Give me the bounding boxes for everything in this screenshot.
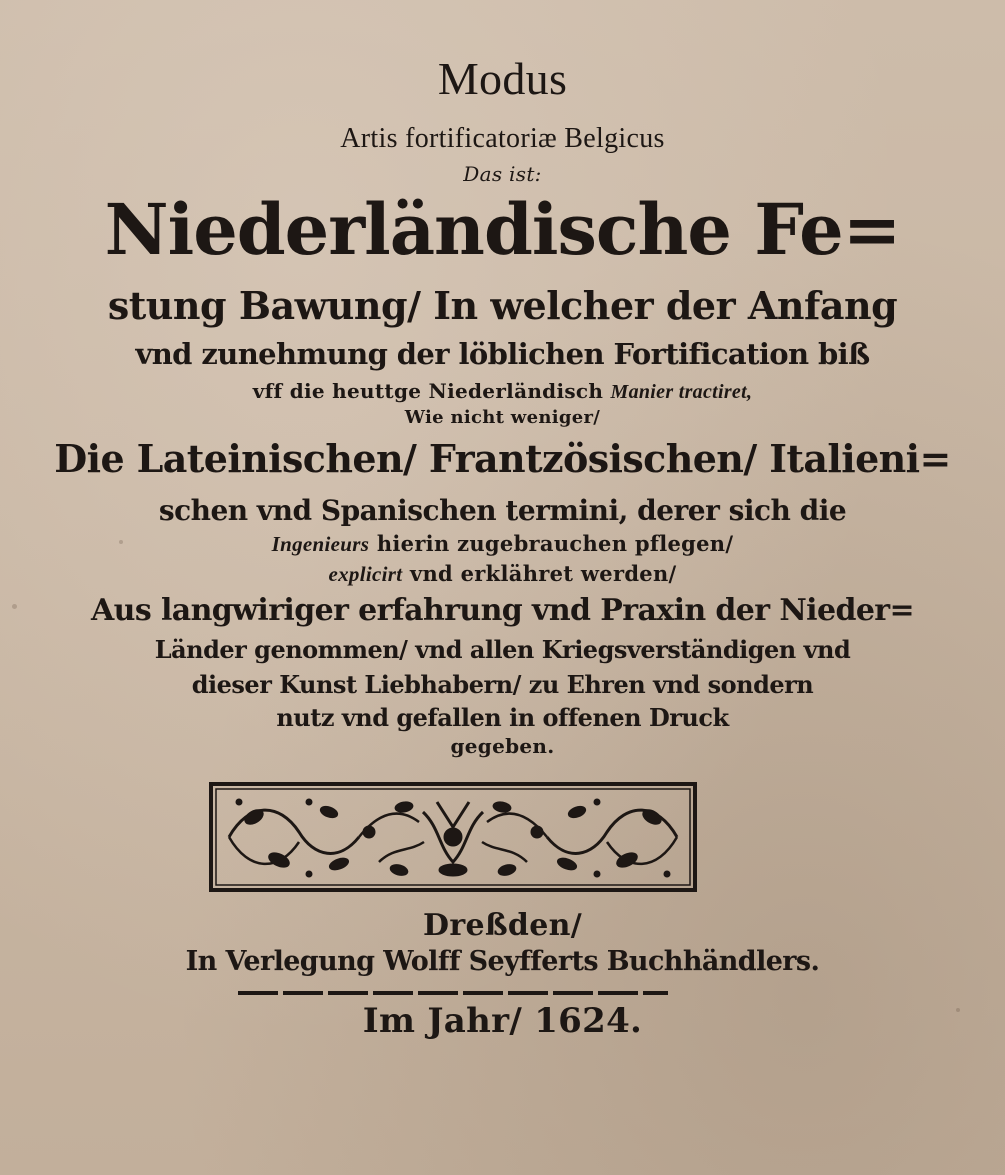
imprint-city: Dreßden/ [423,908,582,943]
latin-subtitle: Artis fortificatoriæ Belgicus [340,123,665,154]
title-line-9-italic: explicirt [328,562,403,586]
title-line-13: nutz vnd gefallen in offenen Druck [276,703,729,732]
title-line-4 [0,379,1005,404]
title-line-9-text: vnd erklähret werden/ [409,561,677,586]
title-line-7: schen vnd Spanischen termini, derer sich die [158,494,847,527]
floral-woodcut-ornament-icon [209,782,697,892]
title-line-3: vnd zunehmung der löblichen Fortification biß [135,337,870,371]
imprint-publisher: In Verlegung Wolff Seyfferts Buchhändlers. [185,946,820,977]
title-line-8 [0,531,1005,557]
title-line-11: Länder genommen/ vnd allen Kriegsverständigen vnd [154,635,851,664]
title-line-8-text: hierin zugebrauchen pflegen/ [376,531,734,556]
title-line-6: Die Lateinischen/ Frantzösischen/ Italieni= [54,436,951,481]
title-line-5: Wie nicht weniger/ [404,407,601,428]
main-headline: Niederländische Fe= [104,188,901,271]
title-line-4-italic: Manier tractiret, [610,381,753,403]
dashed-rule [238,990,668,996]
headline-continuation: stung Bawung/ In welcher der Anfang [107,283,898,328]
title-line-10: Aus langwiriger erfahrung vnd Praxin der Nieder= [90,593,915,628]
title-line-14: gegeben. [450,734,555,758]
modus-heading: Modus [437,53,568,104]
title-line-12: dieser Kunst Liebhabern/ zu Ehren vnd sondern [191,670,814,699]
title-line-9 [0,561,1005,587]
title-line-4-text: vff die heuttge Niederländisch [252,379,604,403]
title-line-8-italic: Ingenieurs [271,532,370,556]
das-ist-line: Das ist: [463,162,542,186]
imprint-year: Im Jahr/ 1624. [362,1001,643,1041]
